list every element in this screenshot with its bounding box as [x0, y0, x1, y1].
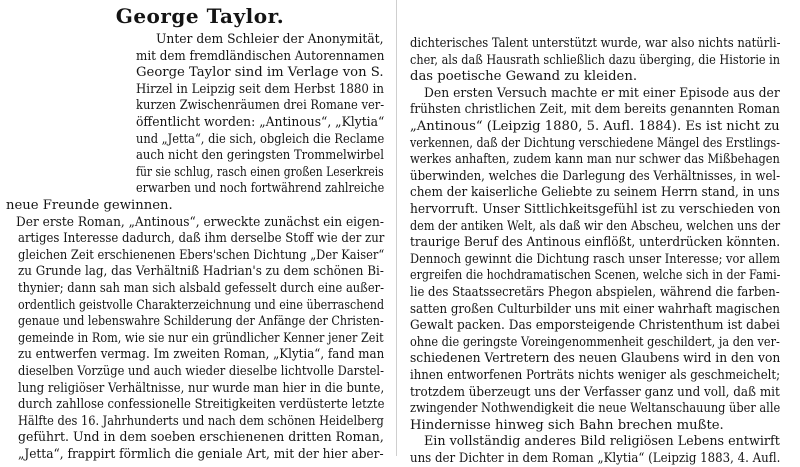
left-text-line: neue Freunde gewinnen.: [6, 198, 173, 213]
right-text-line: das poetische Gewand zu kleiden.: [410, 69, 638, 85]
right-text-line: schiedenen Vertretern des neuen Glaubens wird in den von: [410, 351, 781, 367]
right-text-line: dichterisches Talent unterstützt wurde, war also nichts natürli-: [410, 36, 781, 51]
left-text-line: thynier; dann sah man sich alsbald gefesselt durch eine außer-: [18, 281, 384, 296]
right-text-line: Dennoch gewinnt die Dichtung rasch unser Interesse; vor allem: [410, 251, 781, 267]
left-text-line: Der erste Roman, „Antinous“, erweckte zunächst ein eigen-: [16, 214, 384, 230]
left-text-line: auch nicht den geringsten Trommelwirbel: [136, 148, 384, 164]
right-text-line: dem der antiken Welt, als daß wir den Abscheu, welchen uns der: [410, 218, 781, 234]
right-text-line: Gewalt packen. Das emporsteigende Christenthum ist dabei: [410, 318, 780, 334]
right-text-line: uns der Dichter in dem Roman „Klytia“ (Leipzig 1883, 4. Aufl.: [410, 451, 781, 466]
left-text-line: Unter dem Schleier der Anonymität,: [156, 32, 384, 47]
right-text-line: cher, als daß Hausrath schließlich dazu überging, die Historie in: [410, 52, 781, 68]
left-text-line: Hirzel in Leipzig seit dem Herbst 1880 in: [136, 81, 385, 97]
right-text-line: lie des Staatssecretärs Phegon abspielen, während die farben-: [410, 285, 780, 300]
right-text-line: Den ersten Versuch machte er mit einer Episode aus der: [424, 85, 780, 101]
left-text-line: lung religiöser Verhältnisse, nur wurde man hier in die bunte,: [18, 380, 385, 396]
right-text-line: trotzdem überzeugt uns der Verfasser ganz und voll, daß mit: [410, 384, 780, 400]
right-text-line: verkennen, daß der Dichtung verschiedene Mängel des Erstlings-: [410, 135, 780, 151]
left-text-line: George Taylor sind im Verlage von S.: [136, 65, 384, 81]
right-text-line: überwinden, welches die Darlegung des Verhältnisses, in wel-: [410, 168, 781, 184]
right-text-line: werkes anhaften, zudem kann man nur schwer das Mißbehagen: [410, 152, 780, 168]
right-text-line: hervorruft. Unser Sittlichkeitsgefühl ist zu verschieden von: [410, 202, 781, 217]
right-text-line: traurige Beruf des Antinous einflößt, unterdrücken könnten.: [410, 235, 781, 251]
left-text-line: „Jetta“, frappirt förmlich die geniale Art, mit der hier aber-: [18, 447, 384, 462]
left-text-line: Hälfte des 16. Jahrhunderts und nach dem schönen Heidelberg: [18, 413, 384, 429]
left-text-line: kurzen Zwischenräumen drei Romane ver-: [136, 98, 385, 114]
right-text-line: ihnen entworfenen Porträts nichts weniger als geschmeichelt;: [410, 368, 781, 383]
right-text-line: frühsten christlichen Zeit, mit dem bereits genannten Roman: [410, 102, 780, 118]
left-text-line: zu entwerfen vermag. Im zweiten Roman, „Klytia“, fand man: [18, 347, 385, 363]
left-text-line: dieselben Vorzüge und auch wieder dieselbe lichtvolle Darstel-: [18, 364, 384, 379]
right-text-line: chem der kaiserliche Geliebte zu seinem Herrn stand, in uns: [410, 185, 780, 201]
left-text-line: genaue und lebenswahre Schilderung der Anfänge der Christen-: [18, 314, 384, 330]
article-title: George Taylor.: [115, 4, 285, 28]
column-gutter: [396, 0, 397, 456]
left-text-line: ordentlich geistvolle Charakterzeichnung und eine überraschend: [18, 297, 385, 313]
right-text-line: Ein vollständig anderes Bild religiösen Lebens entwirft: [424, 434, 780, 450]
right-text-line: zwingender Nothwendigkeit die neue Weltanschauung über alle: [410, 401, 781, 417]
left-text-line: zu Grunde lag, das Verhältniß Hadrian's zu dem schönen Bi-: [18, 264, 384, 280]
left-text-line: gleichen Zeit erschienenen Ebers'schen Dichtung „Der Kaiser“: [18, 247, 385, 263]
left-text-line: und „Jetta“, die sich, obgleich die Reclame: [136, 131, 385, 147]
right-text-line: satten großen Culturbilder uns mit einer wahrhaft magischen: [410, 301, 780, 317]
left-text-line: mit dem fremdländischen Autorennamen: [136, 48, 385, 64]
left-text-line: erwarben und noch fortwährend zahlreiche: [136, 181, 385, 197]
left-text-line: geführt. Und in dem soeben erschienenen dritten Roman,: [18, 430, 384, 446]
left-text-line: für sie schlug, rasch einen großen Leserkreis: [136, 164, 384, 180]
right-text-line: ohne die geringste Voreingenommenheit geschildert, ja den ver-: [410, 334, 780, 350]
left-text-line: artiges Interesse dadurch, daß ihm derselbe Stoff wie der zur: [18, 231, 385, 247]
right-text-line: „Antinous“ (Leipzig 1880, 5. Aufl. 1884). Es ist nicht zu: [410, 119, 780, 134]
right-text-line: ergreifen die hochdramatischen Scenen, welche sich in der Fami-: [410, 268, 781, 284]
left-text-line: öffentlicht worden: „Antinous“, „Klytia“: [136, 115, 385, 130]
left-text-line: durch zahllose confessionelle Streitigkeiten verdüsterte letzte: [18, 397, 385, 413]
right-text-line: Hindernisse hinweg sich Bahn brechen mußte.: [410, 417, 724, 433]
left-text-line: gemeinde in Rom, wie sie nur ein gründlicher Kenner jener Zeit: [18, 330, 384, 346]
